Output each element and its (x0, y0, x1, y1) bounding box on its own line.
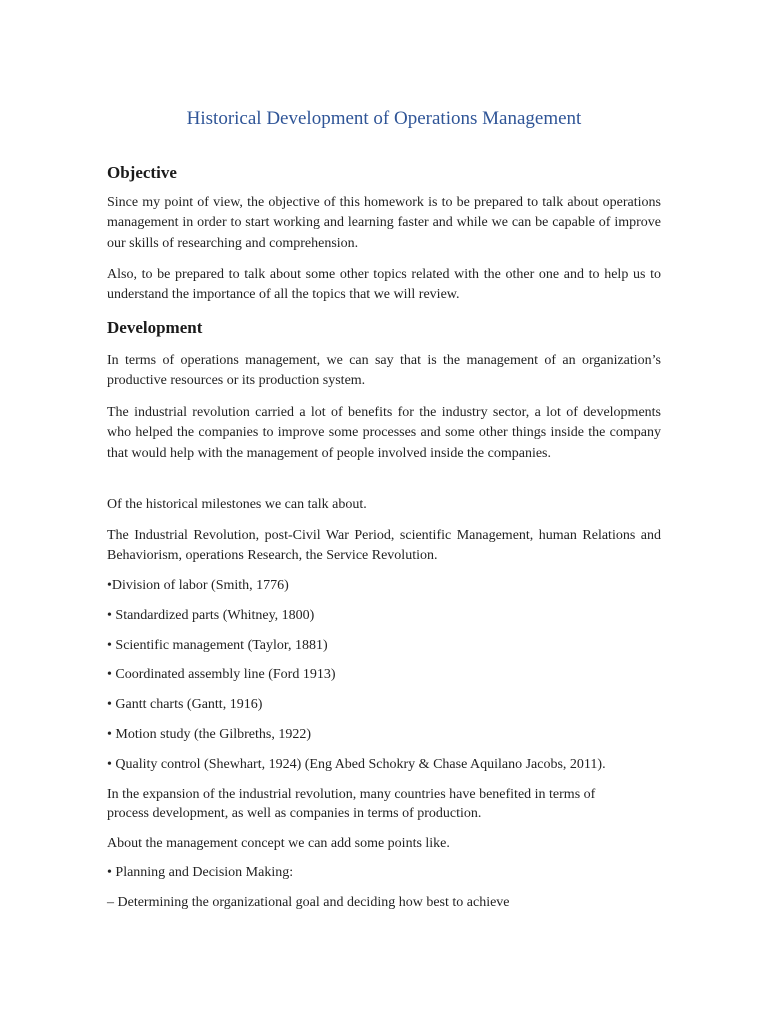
objective-paragraph-2: Also, to be prepared to talk about some other topics related with the other one and to help us to understand the importance of all the topics that we will review. (107, 267, 661, 303)
milestone-item: • Scientific management (Taylor, 1881) (107, 638, 328, 653)
milestone-item: •Division of labor (Smith, 1776) (107, 578, 289, 593)
development-paragraph-3: Of the historical milestones we can talk about. (107, 497, 367, 512)
milestone-item: • Standardized parts (Whitney, 1800) (107, 608, 315, 623)
development-paragraph-1: In terms of operations management, we can say that is the management of an organization’s productive resources or its production system. (107, 353, 661, 389)
milestone-item: • Coordinated assembly line (Ford 1913) (107, 667, 336, 682)
development-paragraph-2: The industrial revolution carried a lot of benefits for the industry sector, a lot of developments who helped the companies to improve some processes and some other things inside the company that would help with the management of people involved inside the companies. (107, 405, 661, 461)
development-heading: Development (107, 318, 203, 337)
milestone-item: • Gantt charts (Gantt, 1916) (107, 697, 263, 712)
planning-item: • Planning and Decision Making: (107, 865, 294, 880)
expansion-line-2: process development, as well as companies in terms of production. (107, 806, 482, 821)
expansion-line-1: In the expansion of the industrial revolution, many countries have benefited in terms of (107, 787, 596, 802)
planning-subitem: – Determining the organizational goal and deciding how best to achieve (107, 895, 510, 910)
milestone-item: • Motion study (the Gilbreths, 1922) (107, 727, 311, 742)
management-intro: About the management concept we can add some points like. (107, 836, 450, 851)
objective-heading: Objective (107, 163, 177, 182)
document-title: Historical Development of Operations Management (186, 108, 582, 129)
objective-paragraph-1: Since my point of view, the objective of this homework is to be prepared to talk about operations management in order to start working and learning faster and while we can be capable of improve our skills of researching and comprehension. (107, 195, 661, 251)
development-paragraph-4: The Industrial Revolution, post-Civil War Period, scientific Management, human Relations and Behaviorism, operations Research, the Service Revolution. (107, 528, 661, 564)
milestone-item: • Quality control (Shewhart, 1924) (Eng Abed Schokry & Chase Aquilano Jacobs, 2011). (107, 757, 606, 772)
